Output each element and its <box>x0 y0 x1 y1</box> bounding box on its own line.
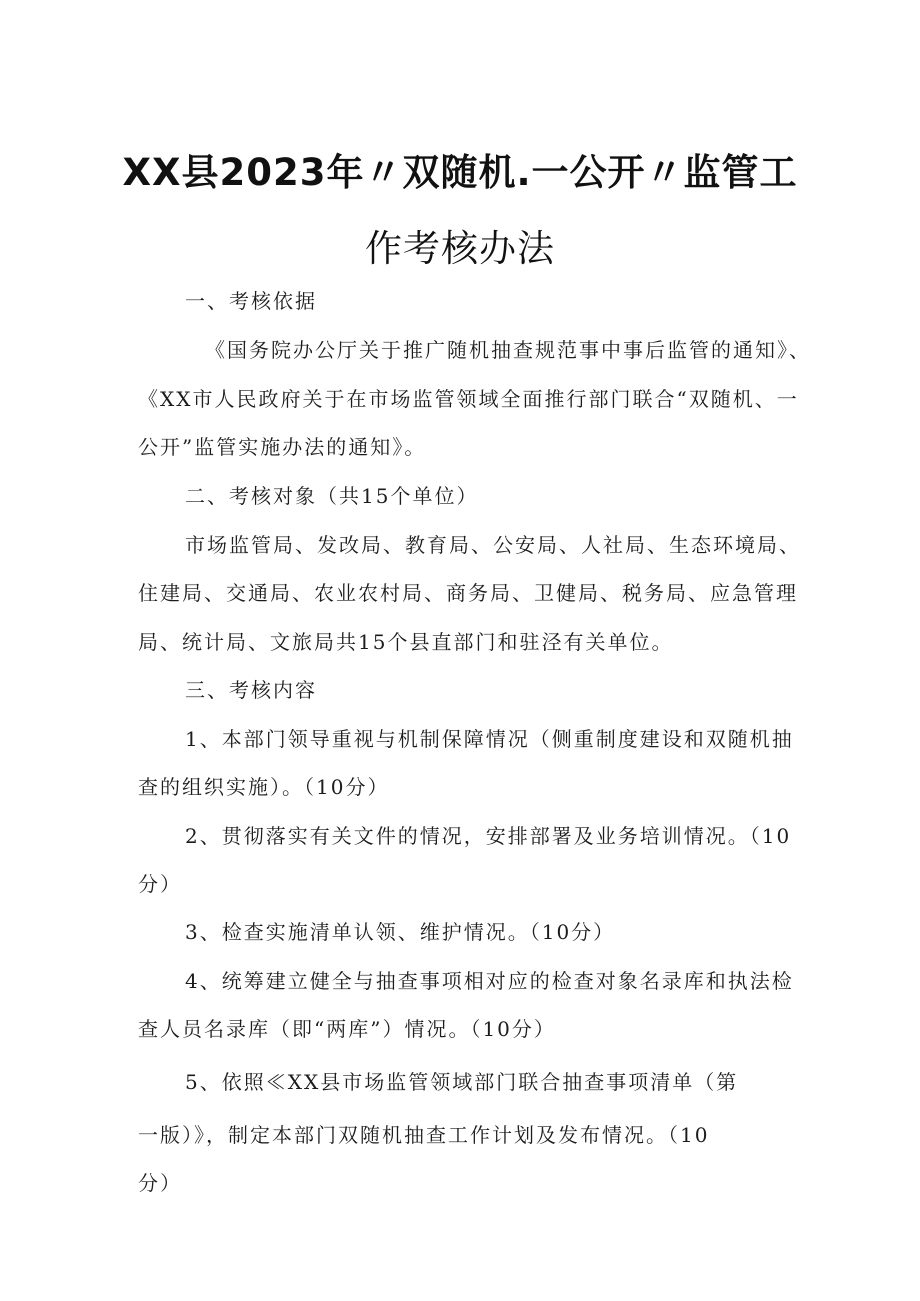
paragraph-line: 公开”监管实施办法的通知》。 <box>138 435 427 459</box>
paragraph-line: 市场监管局、发改局、教育局、公安局、人社局、生态环境局、 <box>185 533 801 557</box>
list-item-line: 一版）》，制定本部门双随机抽查工作计划及发布情况。（10 <box>138 1123 710 1147</box>
list-item-line: 分） <box>138 872 182 896</box>
paragraph-line: 《国务院办公厅关于推广随机抽查规范事中事后监管的通知》、 <box>205 338 811 362</box>
list-item-line: 2、贯彻落实有关文件的情况，安排部署及业务培训情况。（10 <box>185 824 792 848</box>
list-item-line: 1、本部门领导重视与机制保障情况（侧重制度建设和双随机抽 <box>185 727 794 751</box>
list-item-line: 4、统筹建立健全与抽查事项相对应的检查对象名录库和执法检 <box>185 969 794 993</box>
list-item-line: 5、依照≪XX县市场监管领域部门联合抽查事项清单（第 <box>185 1070 739 1094</box>
document-title-line-1: XX县2023年〃双随机.一公开〃监管工 <box>122 151 798 194</box>
paragraph-line: 局、统计局、文旅局共15个县直部门和驻泾有关单位。 <box>138 630 674 654</box>
document-title-line-2: 作考核办法 <box>365 227 555 270</box>
section-heading-basis: 一、考核依据 <box>185 289 317 313</box>
section-heading-targets: 二、考核对象（共15个单位） <box>185 484 479 508</box>
list-item-line: 查人员名录库（即“两库”）情况。（10分） <box>138 1017 556 1041</box>
paragraph-line: 住建局、交通局、农业农村局、商务局、卫健局、税务局、应急管理 <box>138 581 798 605</box>
section-heading-content: 三、考核内容 <box>185 678 317 702</box>
paragraph-line: 《XX市人民政府关于在市场监管领域全面推行部门联合“双随机、一 <box>138 387 799 411</box>
list-item-line: 分） <box>138 1171 182 1195</box>
list-item-line: 3、检查实施清单认领、维护情况。（10分） <box>185 920 616 944</box>
list-item-line: 查的组织实施）。（10分） <box>138 775 390 799</box>
